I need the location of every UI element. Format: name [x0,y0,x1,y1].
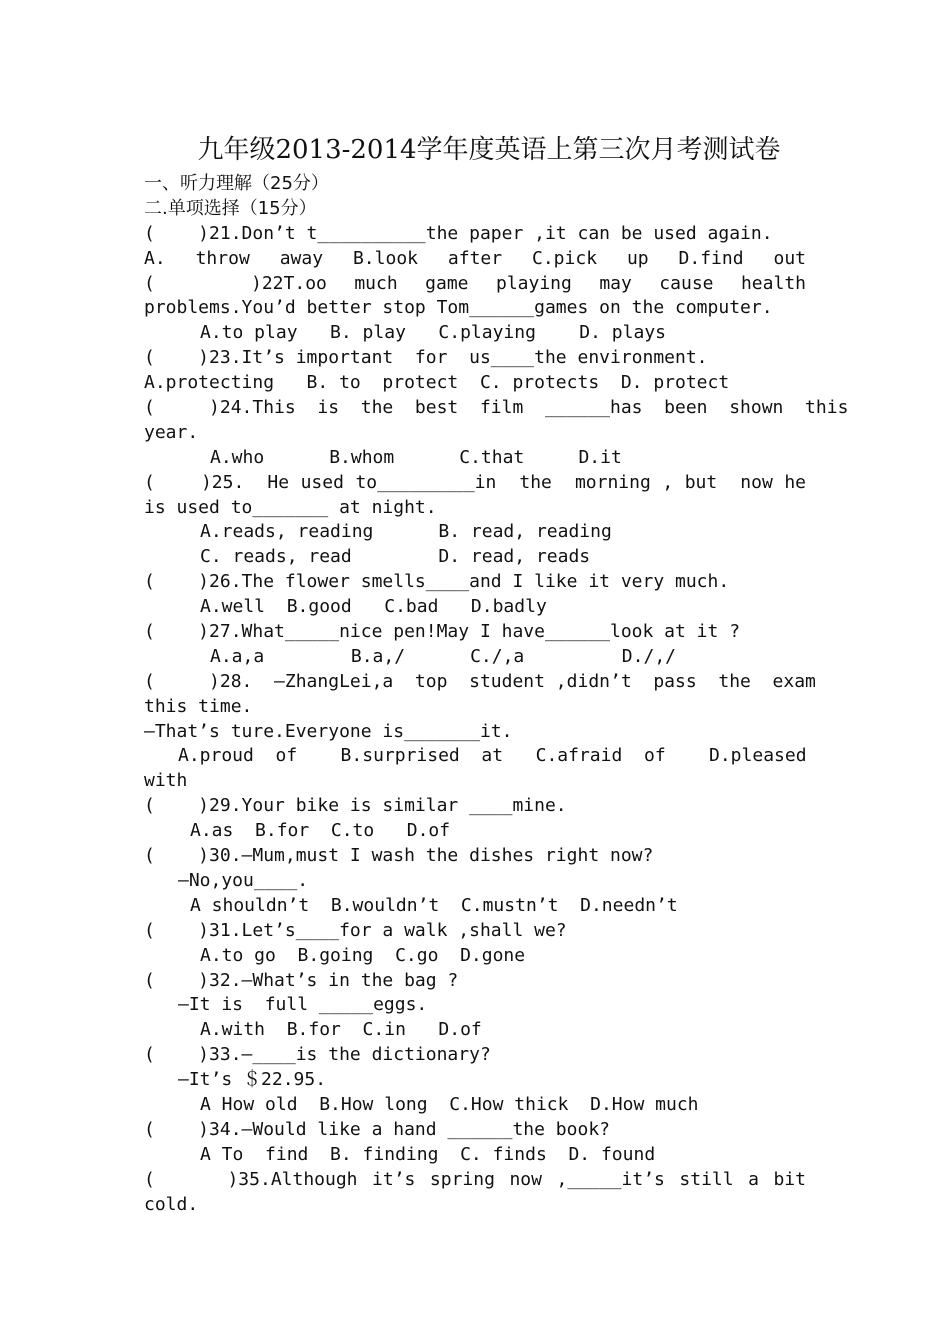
text-line: A.protecting B. to protect C. protects D. protect [144,372,730,394]
text-line: is used to_______ at night. [144,496,437,518]
text-line: ( )28. —ZhangLei,a top student ,didn’t pass the exam [144,670,816,692]
text-line: ( )32.—What’s in the bag ? [144,969,459,991]
text-line: ( )33.—____is the dictionary? [144,1044,491,1066]
text-line: A.reads, reading B. read, reading [200,521,612,543]
text-line: with [144,770,188,792]
exam-title: 九年级2013-2014学年度英语上第三次月考测试卷 [197,135,781,165]
text-line: A.as B.for C.to D.of [190,820,451,842]
text-line: A To find B. finding C. finds D. found [200,1143,656,1165]
text-line: A.to play B. play C.playing D. plays [200,322,666,344]
text-line: A.with B.for C.in D.of [200,1019,482,1041]
text-line: A.well B.good C.bad D.badly [200,596,547,618]
text-line: ( )25. He used to_________in the morning , but now he [144,471,806,493]
text-line: C. reads, read D. read, reads [200,546,591,568]
text-line: ( )23.It’s important for us____the environment. [144,347,708,369]
text-line: ( )29.Your bike is similar ____mine. [144,795,567,817]
text-line: ( )30.—Mum,must I wash the dishes right now? [144,845,654,867]
text-line: A How old B.How long C.How thick D.How much [200,1093,699,1115]
text-line: problems.You’d better stop Tom______games on the computer. [144,297,773,319]
text-line: ( )26.The flower smells____and I like it very much. [144,571,730,593]
text-line: A.proud of B.surprised at C.afraid of D.pleased [178,745,807,767]
text-line: ( )22T.oo much game playing may cause health [144,272,806,294]
text-line: —It is full _____eggs. [178,994,428,1016]
text-line: —That’s ture.Everyone is_______it. [144,720,513,742]
exam-body [144,172,849,1217]
text-line: ( )24.This is the best film ______has been shown this [144,397,849,419]
text-line: cold. [144,1193,199,1215]
text-line: A shouldn’t B.wouldn’t C.mustn’t D.needn’t [190,894,678,916]
text-line: 二.单项选择（15分） [144,197,317,219]
text-line: A. throw away B.look after C.pick up D.find out [144,247,806,269]
text-line: ( )31.Let’s____for a walk ,shall we? [144,919,567,941]
text-line: ( )21.Don’t t__________the paper ,it can be used again. [144,222,773,244]
text-line: this time. [144,695,253,717]
text-line: A.to go B.going C.go D.gone [200,944,526,966]
text-line: ( )34.—Would like a hand ______the book? [144,1118,610,1140]
text-line: A.who B.whom C.that D.it [210,446,622,468]
text-line: —No,you____. [178,869,309,891]
text-line: 一、听力理解（25分） [144,173,329,194]
text-line: ( )27.What_____nice pen!May I have______look at it ? [144,621,741,643]
text-line: A.a,a B.a,/ C./,a D./,/ [210,645,676,667]
text-line: —It’s ＄22.95. [178,1069,327,1091]
text-line: year. [144,421,199,443]
text-line: ( )35.Although it’s spring now ,_____it’s still a bit [144,1168,806,1190]
